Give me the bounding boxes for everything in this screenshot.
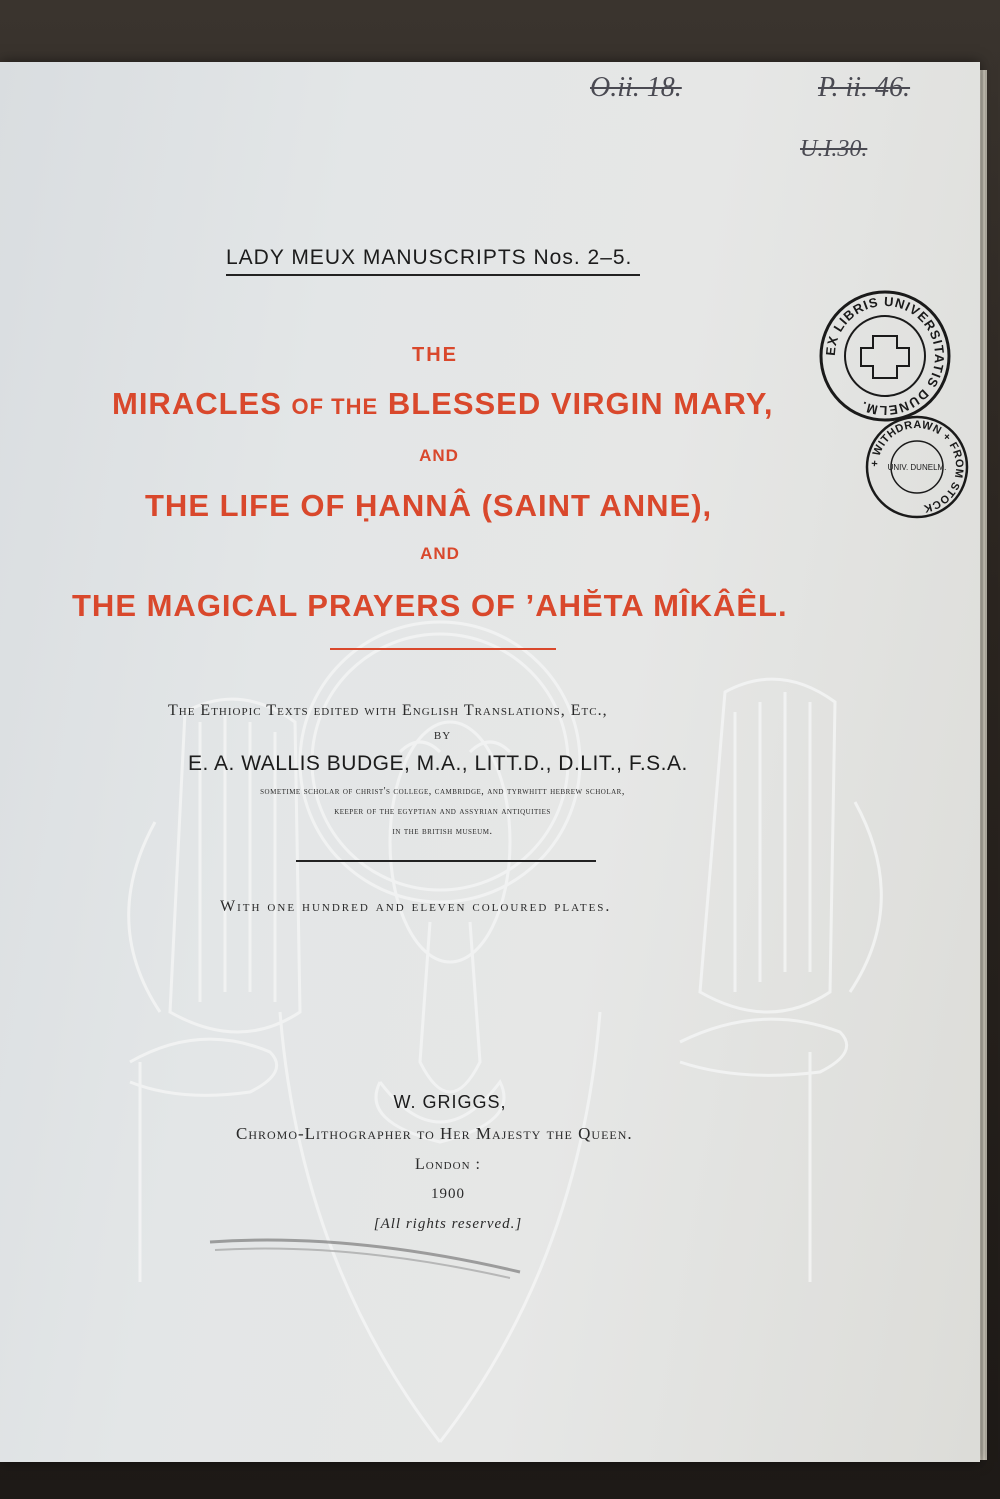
title-rule (330, 648, 556, 650)
withdrawn-stamp-text: + WITHDRAWN + FROM STOCK (868, 418, 966, 515)
publisher-role: Chromo-Lithographer to Her Majesty the Queen. (236, 1124, 633, 1143)
title-line2: THE LIFE OF ḤANNÂ (SAINT ANNE), (145, 488, 713, 523)
svg-text:EX LIBRIS UNIVERSITATIS DUNELM (823, 294, 947, 418)
subtitle: The Ethiopic Texts edited with English Translations, Etc., (168, 702, 608, 719)
series-heading: LADY MEUX MANUSCRIPTS Nos. 2–5. (226, 246, 633, 269)
author-rule (296, 860, 596, 862)
ex-libris-stamp (815, 286, 955, 426)
by-line: BY (433, 730, 452, 742)
withdrawn-stamp-center: UNIV. DUNELM. (887, 463, 947, 472)
ex-libris-stamp-text: EX LIBRIS UNIVERSITATIS DUNELM. (822, 293, 948, 419)
pencil-smudge (200, 1232, 530, 1292)
shelfmark-3: U.I.30. (800, 136, 868, 162)
rights-notice: [All rights reserved.] (373, 1216, 523, 1232)
author-desc-3: in the british museum. (392, 826, 493, 837)
imprint-place: London : (415, 1156, 481, 1173)
plates-note: With one hundred and eleven coloured plates. (220, 898, 612, 915)
title-line1 (112, 386, 774, 422)
author-desc-1: sometime scholar of christ's college, cambridge, and tyrwhitt hebrew scholar, (260, 786, 625, 797)
imprint-year: 1900 (431, 1186, 465, 1202)
title-line1-of-the: OF THE (291, 394, 379, 419)
publisher-name: W. GRIGGS, (393, 1092, 507, 1112)
title-page (0, 62, 980, 1462)
title-line1-miracles: MIRACLES (112, 386, 282, 421)
title-and-2: AND (420, 544, 460, 563)
title-the: THE (412, 344, 458, 366)
series-heading-underline (226, 274, 640, 276)
author-desc-2: keeper of the egyptian and assyrian antiquities (334, 806, 551, 817)
shelfmark-2: P. ii. 46. (818, 72, 911, 103)
author-name: E. A. WALLIS BUDGE, M.A., LITT.D., D.LIT., F.S.A. (188, 752, 688, 775)
title-line1-blessed: BLESSED VIRGIN MARY, (387, 386, 774, 421)
shelfmark-1: O.ii. 18. (590, 72, 682, 103)
title-line3: THE MAGICAL PRAYERS OF ’AHĔTA MÎKÂÊL. (72, 588, 788, 623)
title-and-1: AND (419, 446, 459, 465)
withdrawn-stamp (862, 412, 972, 522)
